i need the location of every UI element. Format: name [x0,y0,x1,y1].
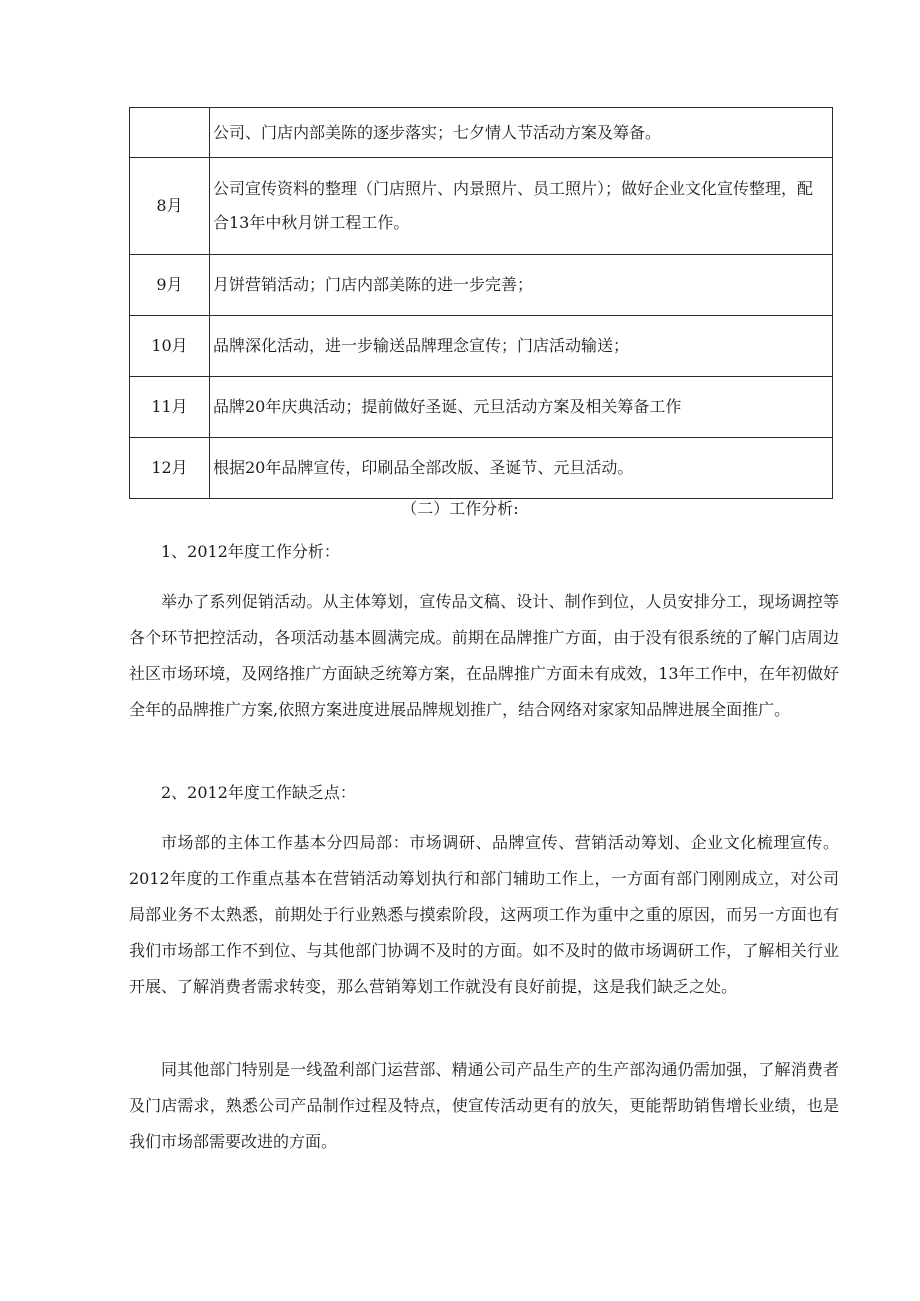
monthly-plan-table [129,107,833,499]
table-row [130,108,833,158]
plan-cell: 月饼营销活动；门店内部美陈的进一步完善； [210,255,833,316]
plan-cell: 公司、门店内部美陈的逐步落实；七夕情人节活动方案及筹备。 [210,108,833,158]
section-heading: （二）工作分析: [401,499,519,518]
subheading-2012-analysis: 1、2012年度工作分析： [161,542,340,561]
table-row [130,158,833,255]
month-cell [130,108,210,158]
table-row [130,377,833,438]
plan-cell: 品牌20年庆典活动；提前做好圣诞、元旦活动方案及相关筹备工作 [210,377,833,438]
subheading-2012-shortcomings: 2、2012年度工作缺乏点： [161,783,356,802]
table-row [130,255,833,316]
body-paragraph: 举办了系列促销活动。从主体筹划，宣传品文稿、设计、制作到位，人员安排分工，现场调控等各个环节把控活动，各项活动基本圆满完成。前期在品牌推广方面，由于没有很系统的了解门店周边社区市场环境，及网络推广方面缺乏统筹方案，在品牌推广方面未有成效，13年工作中，在年初做好全年的品牌推广方案,依照方案进度进展品牌规划推广，结合网络对家家知品牌进展全面推广。 [129,592,839,719]
body-paragraph: 市场部的主体工作基本分四局部：市场调研、品牌宣传、营销活动筹划、企业文化梳理宣传。2012年度的工作重点基本在营销活动筹划执行和部门辅助工作上，一方面有部门刚刚成立，对公司局部业务不太熟悉，前期处于行业熟悉与摸索阶段，这两项工作为重中之重的原因，而另一方面也有我们市场部工作不到位、与其他部门协调不及时的方面。如不及时的做市场调研工作，了解相关行业开展、了解消费者需求转变，那么营销筹划工作就没有良好前提，这是我们缺乏之处。 [129,833,839,996]
plan-cell: 根据20年品牌宣传，印刷品全部改版、圣诞节、元旦活动。 [210,438,833,499]
month-cell: 11月 [130,377,210,438]
body-paragraph: 同其他部门特别是一线盈利部门运营部、精通公司产品生产的生产部沟通仍需加强，了解消费者及门店需求，熟悉公司产品制作过程及特点，使宣传活动更有的放矢，更能帮助销售增长业绩，也是我们市场部需要改进的方面。 [129,1060,839,1151]
month-cell: 12月 [130,438,210,499]
month-cell: 10月 [130,316,210,377]
month-cell: 9月 [130,255,210,316]
plan-cell: 公司宣传资料的整理（门店照片、内景照片、员工照片）；做好企业文化宣传整理，配合13年中秋月饼工程工作。 [210,158,833,255]
plan-cell: 品牌深化活动，进一步输送品牌理念宣传；门店活动输送； [210,316,833,377]
month-cell: 8月 [130,158,210,255]
table-row [130,438,833,499]
table-row [130,316,833,377]
